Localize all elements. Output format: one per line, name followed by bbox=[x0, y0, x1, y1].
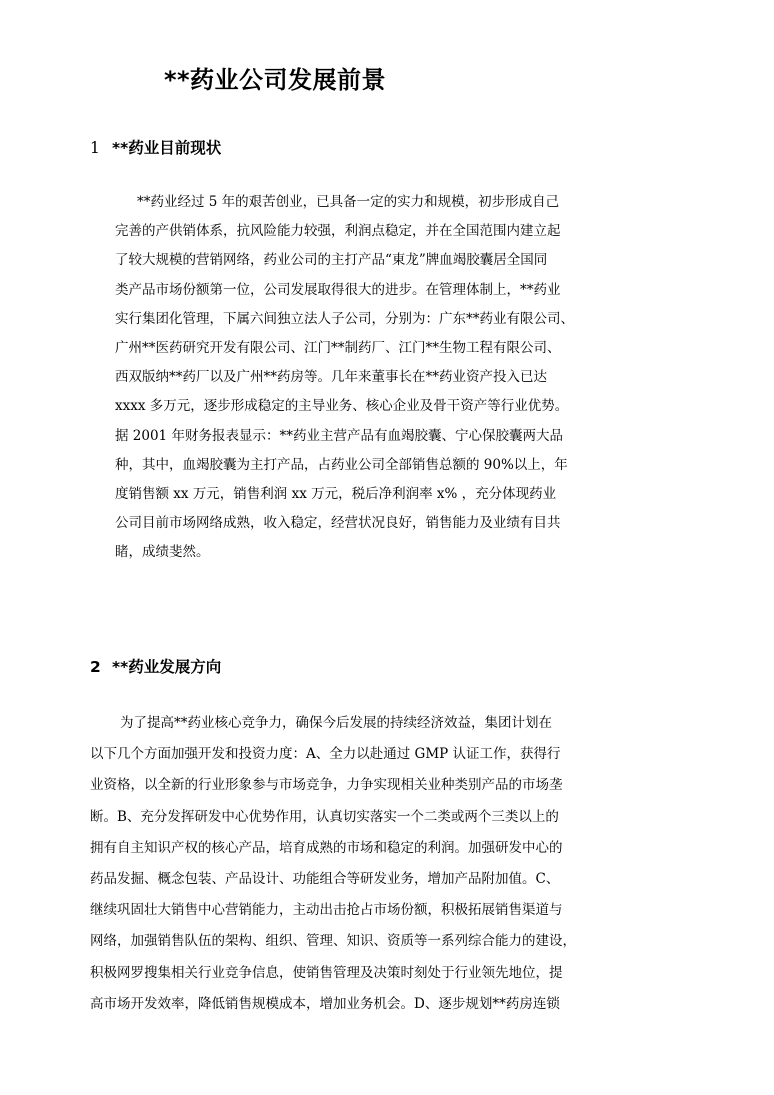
section-1-paragraph bbox=[115, 188, 574, 567]
paragraph-line: 类产品市场份额第一位，公司发展取得很大的进步。在管理体制上，**药业 bbox=[115, 281, 561, 298]
paragraph-line: 药品发掘、概念包装、产品设计、功能组合等研发业务，增加产品附加值。C、 bbox=[90, 870, 560, 887]
paragraph-line: 广州**医药研究开发有限公司、江门**制药厂、江门**生物工程有限公司、 bbox=[115, 339, 561, 356]
paragraph-line: xxxx 多万元，逐步形成稳定的主导业务、核心企业及骨干资产等行业优势。 bbox=[115, 398, 569, 415]
paragraph-line: 积极网罗搜集相关行业竞争信息，使销售管理及决策时刻处于行业领先地位，提 bbox=[90, 964, 563, 981]
paragraph-line: 睹，成绩斐然。 bbox=[115, 544, 210, 561]
paragraph-line: 为了提高**药业核心竞争力，确保今后发展的持续经济效益，集团计划在 bbox=[120, 715, 552, 731]
paragraph-line: 网络，加强销售队伍的架构、组织、管理、知识、资质等一系列综合能力的建设， bbox=[90, 933, 576, 950]
section-title: **药业目前现状 bbox=[112, 139, 222, 157]
paragraph-line: 拥有自主知识产权的核心产品，培育成熟的市场和稳定的利润。加强研发中心的 bbox=[90, 839, 563, 856]
section-heading-1 bbox=[90, 136, 221, 160]
paragraph-line: 种，其中，血竭胶囊为主打产品，占药业公司全部销售总额的 90%以上，年 bbox=[115, 456, 568, 473]
paragraph-line: 据 2001 年财务报表显示：**药业主营产品有血竭胶囊、宁心保胶囊两大品 bbox=[115, 427, 563, 444]
section-heading-2 bbox=[90, 655, 221, 679]
paragraph-line: 了较大规模的营销网络，药业公司的主打产品“東龙”牌血竭胶囊居全国同 bbox=[115, 252, 548, 269]
paragraph-line: 实行集团化管理，下属六间独立法人子公司，分别为：广东**药业有限公司、 bbox=[115, 310, 574, 327]
paragraph-line: 以下几个方面加强开发和投资力度：A、全力以赴通过 GMP 认证工作，获得行 bbox=[90, 746, 561, 763]
paragraph-line: 断。B、充分发挥研发中心优势作用，认真切实落实一个二类或两个三类以上的 bbox=[90, 808, 559, 825]
section-number: 1 bbox=[90, 139, 100, 157]
paragraph-line: 业资格，以全新的行业形象参与市场竞争，力争实现相关业种类别产品的市场垄 bbox=[90, 777, 563, 794]
paragraph-line: **药业经过 5 年的艰苦创业，已具备一定的实力和规模，初步形成自己 bbox=[137, 194, 560, 210]
paragraph-line: 公司目前市场网络成熟，收入稳定，经营状况良好，销售能力及业绩有目共 bbox=[115, 515, 561, 532]
paragraph-line: 度销售额 xx 万元，销售利润 xx 万元，税后净利润率 x% ，充分体现药业 bbox=[115, 485, 557, 502]
paragraph-line: 完善的产供销体系，抗风险能力较强，利润点稳定，并在全国范围内建立起 bbox=[115, 223, 561, 240]
document-title: **药业公司发展前景 bbox=[163, 66, 387, 94]
section-title: **药业发展方向 bbox=[112, 658, 222, 676]
section-2-paragraph bbox=[90, 708, 576, 1020]
paragraph-line: 西双版纳**药厂以及广州**药房等。几年来董事长在**药业资产投入已达 bbox=[115, 369, 547, 386]
paragraph-line: 高市场开发效率，降低销售规模成本，增加业务机会。D、逐步规划**药房连锁 bbox=[90, 995, 560, 1012]
section-number: 2 bbox=[90, 658, 101, 676]
paragraph-line: 继续巩固壮大销售中心营销能力，主动出击抢占市场份额，积极拓展销售渠道与 bbox=[90, 902, 563, 919]
